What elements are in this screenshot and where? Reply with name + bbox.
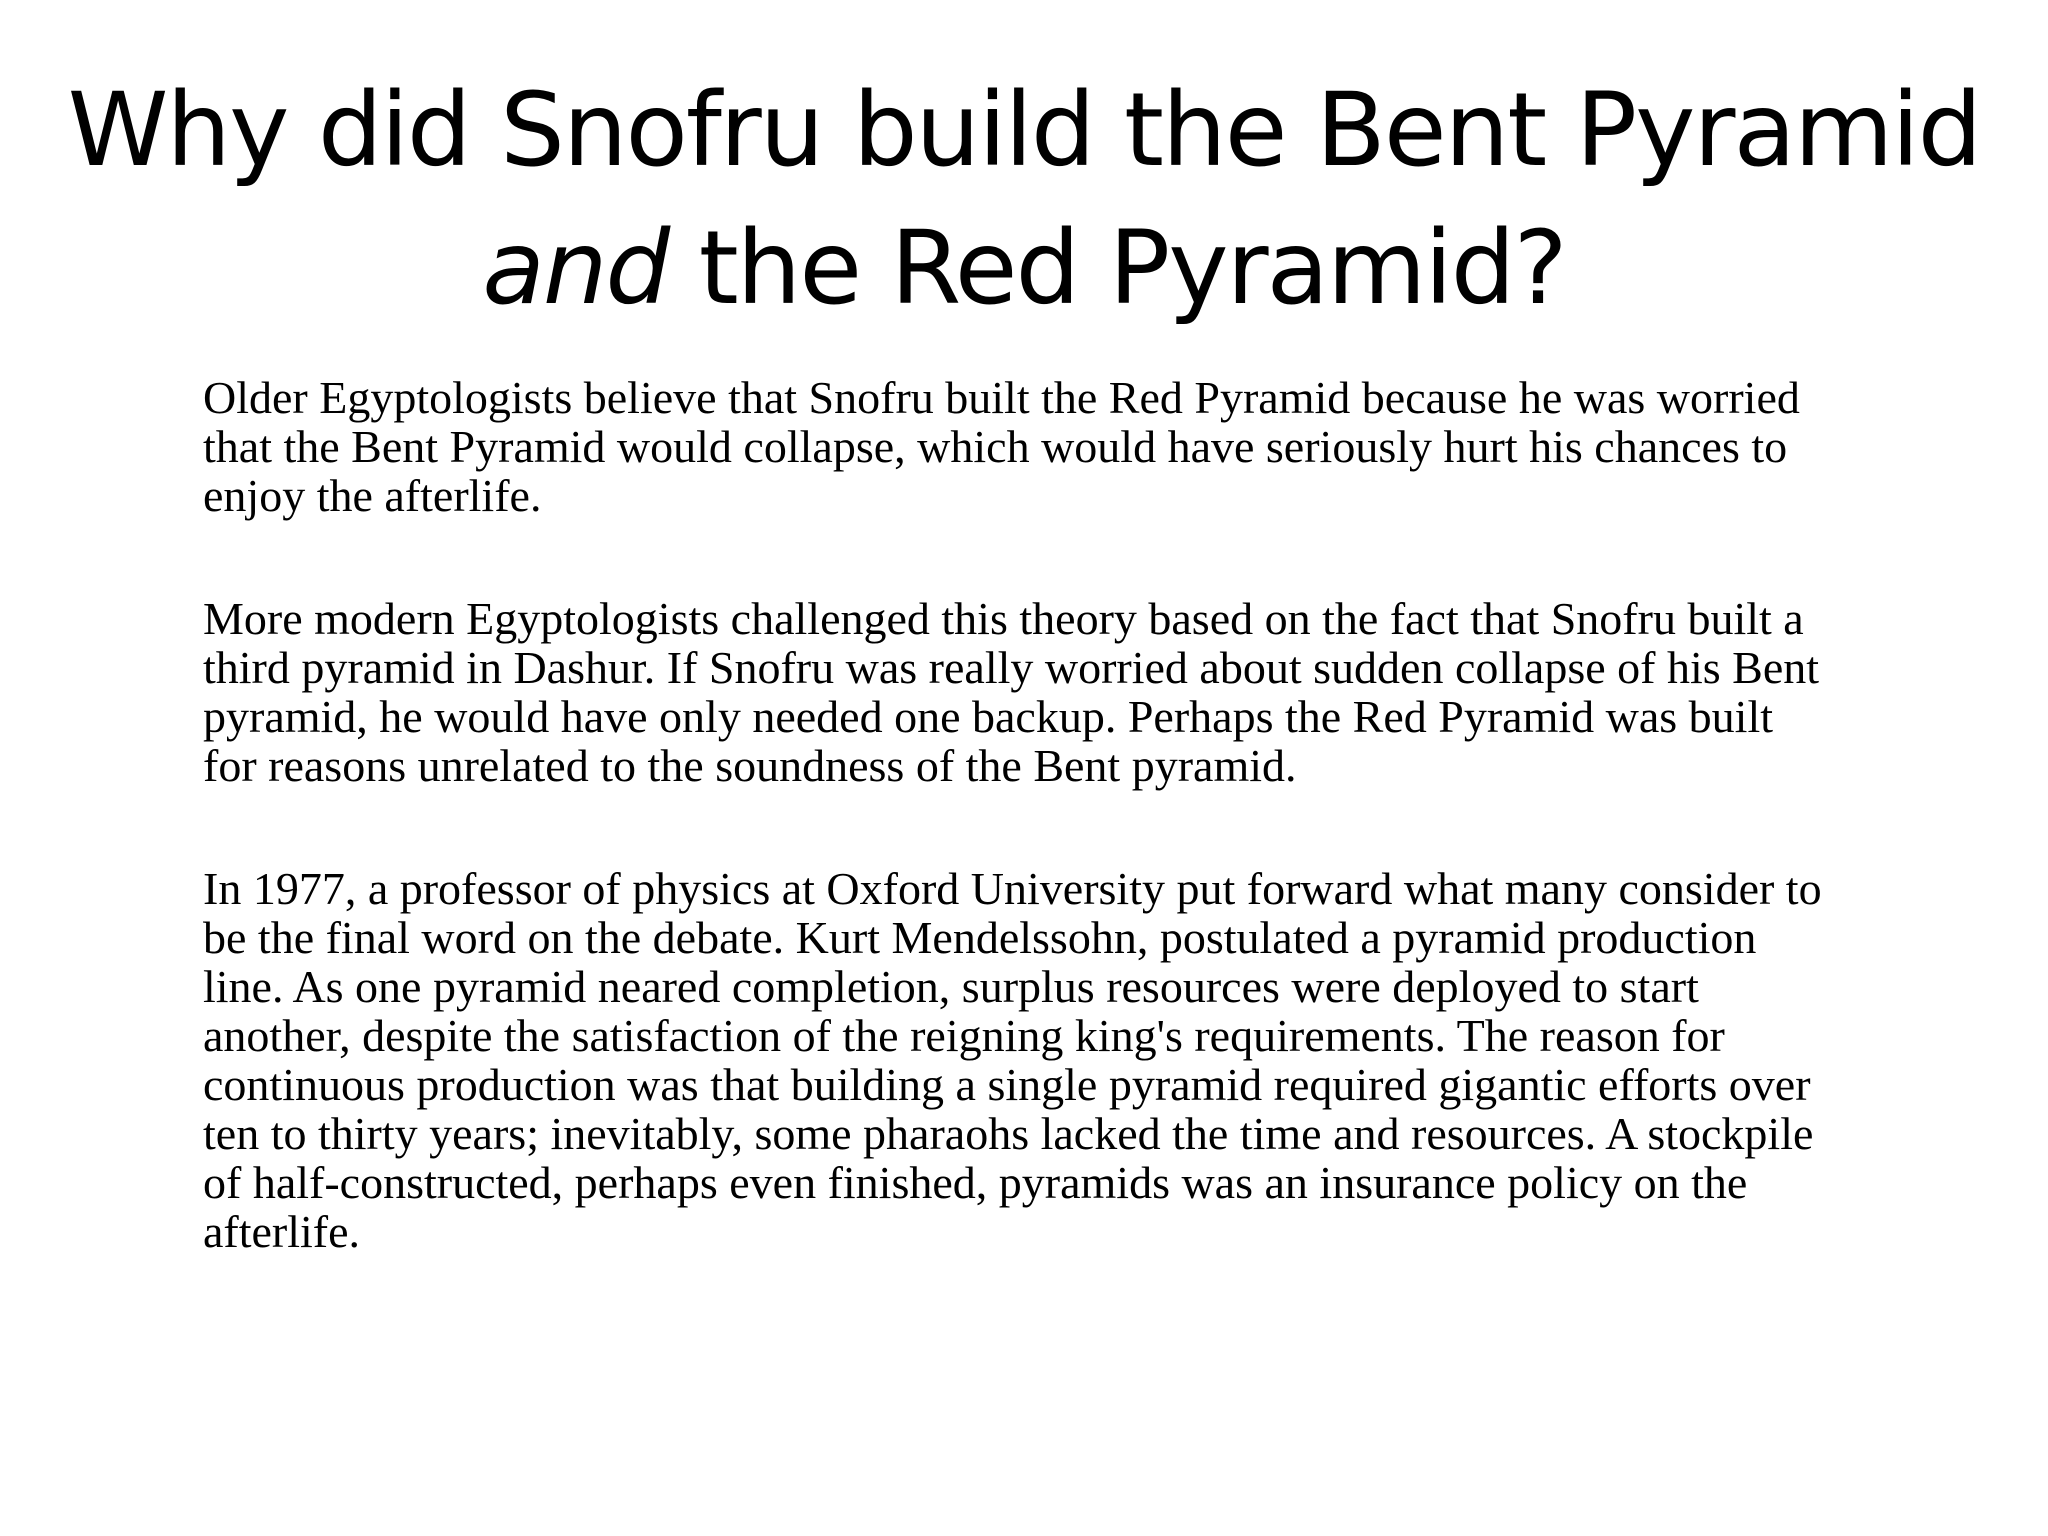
paragraph-line: another, despite the satisfaction of the reigning king's requirements. The reason for (203, 1010, 1725, 1061)
title-line-1: Why did Snofru build the Bent Pyramid (67, 71, 1981, 190)
paragraph-line: continuous production was that building a single pyramid required gigantic efforts over (203, 1059, 1811, 1110)
paragraph-line: that the Bent Pyramid would collapse, which would have seriously hurt his chances to (203, 421, 1788, 472)
paragraph-line: pyramid, he would have only needed one backup. Perhaps the Red Pyramid was built (203, 691, 1774, 742)
paragraph-line: third pyramid in Dashur. If Snofru was really worried about sudden collapse of his Bent (203, 642, 1820, 693)
paragraph-modern-egyptologists (203, 594, 1963, 790)
paragraph-line: afterlife. (203, 1206, 361, 1257)
paragraph-line: In 1977, a professor of physics at Oxford University put forward what many consider to (203, 863, 1822, 914)
paragraph-older-egyptologists (203, 373, 1963, 520)
paragraph-line: Older Egyptologists believe that Snofru built the Red Pyramid because he was worried (203, 372, 1800, 423)
title-emphasis: and (482, 209, 669, 328)
paragraph-line: of half-constructed, perhaps even finished, pyramids was an insurance policy on the (203, 1157, 1748, 1208)
paragraph-line: ten to thirty years; inevitably, some pharaohs lacked the time and resources. A stockpile (203, 1108, 1814, 1159)
paragraph-line: More modern Egyptologists challenged this theory based on the fact that Snofru built a (203, 593, 1804, 644)
paragraph-line: be the final word on the debate. Kurt Mendelssohn, postulated a pyramid production (203, 912, 1757, 963)
title-line-2 (0, 200, 2048, 338)
title-line-2-rest: the Red Pyramid? (668, 209, 1566, 328)
paragraph-line: enjoy the afterlife. (203, 470, 542, 521)
paragraph-line: for reasons unrelated to the soundness of the Bent pyramid. (203, 740, 1297, 791)
slide-title (0, 62, 2048, 338)
paragraph-line: line. As one pyramid neared completion, surplus resources were deployed to start (203, 961, 1699, 1012)
paragraph-mendelssohn-theory (203, 864, 1963, 1256)
